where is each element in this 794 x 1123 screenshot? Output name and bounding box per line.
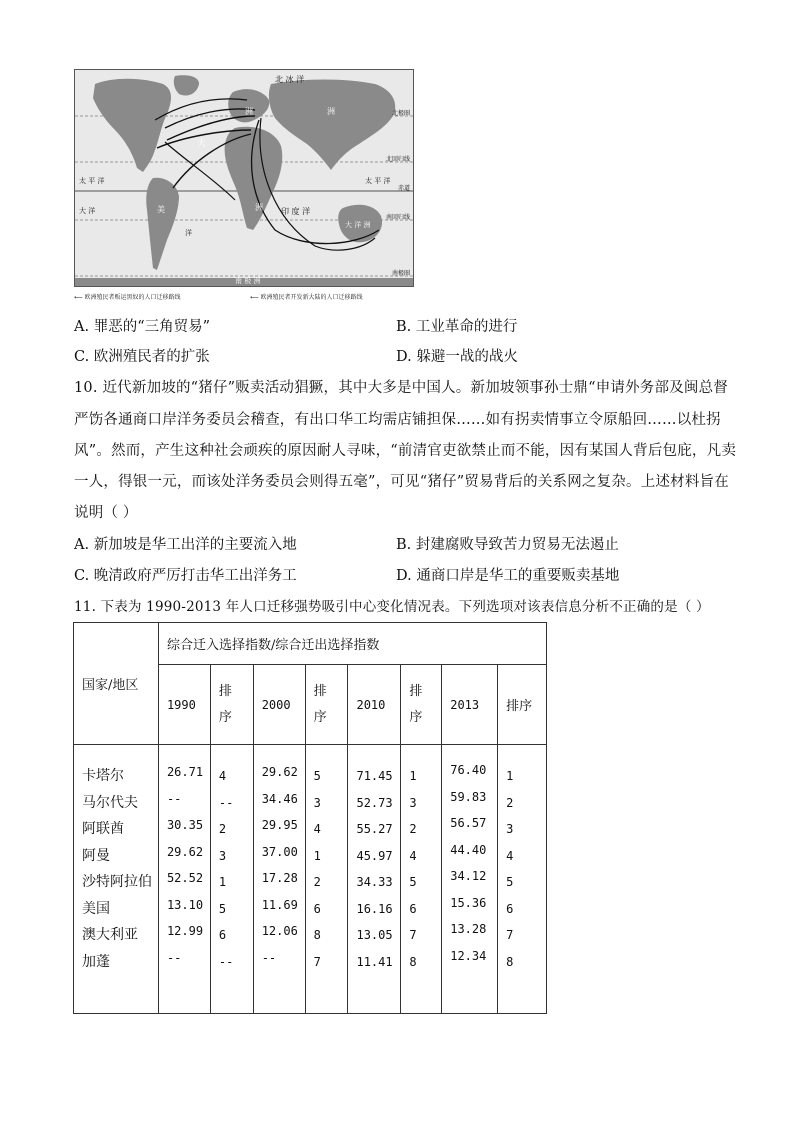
country-cell: 阿联酋 (82, 821, 124, 837)
value-1990-cell: 12.99 (166, 924, 204, 938)
map-label-atlantic: 大 (197, 139, 207, 149)
rank-2000-cell: 8 (313, 928, 321, 942)
q10-option-b: B. 封建腐败导致苦力贸易无法遏止 (396, 537, 619, 553)
q10-stem-line-3: 风”。然而，产生这种社会顽疾的原因耐人寻味，“前清官吏欲禁止而不能，因有某国人背后包庇，凡卖 (74, 443, 737, 459)
col-header-2000: 2000 (253, 665, 305, 745)
value-2000-cell: 34.46 (261, 791, 298, 806)
map-label-asia: 洲 (327, 107, 335, 116)
col-header-2010: 2010 (348, 665, 401, 745)
legend-slave-route-label: 欧洲殖民者贩运黑奴的人口迁移路线 (84, 294, 181, 301)
rank-1990-cell: 6 (218, 928, 227, 942)
value-2000-cell: 17.28 (261, 871, 298, 885)
country-cell: 加蓬 (82, 953, 110, 970)
map-label-europe: 洲 (245, 107, 253, 116)
legend-slave-route: ⟵ 欧洲殖民者贩运黑奴的人口迁移路线 (74, 294, 181, 301)
row-header-label: 国家/地区 (82, 678, 139, 693)
value-1990-cell: 29.62 (166, 844, 204, 859)
col-header-rank-2010 (401, 665, 442, 745)
value-2000-cell: 12.06 (261, 924, 298, 938)
rank-2000-cell: 3 (313, 795, 321, 810)
map-label-antarctica: 南 极 洲 (235, 277, 261, 285)
q9-option-a: A. 罪恶的“三角贸易” (74, 319, 211, 335)
rank-2000-cell: 7 (313, 954, 321, 969)
value-1990-cell: -- (166, 791, 182, 806)
map-label-ocean-west: 大 洋 (79, 207, 96, 215)
rank-2000-cell: 6 (313, 901, 321, 916)
rank-2010-cell: 5 (409, 875, 417, 889)
group-header-label: 综合迁入选择指数/综合迁出选择指数 (166, 638, 380, 653)
col-header-rank-1990 (210, 665, 253, 745)
value-1990-column (158, 745, 210, 1014)
q10-option-d: D. 通商口岸是华工的重要贩卖基地 (396, 568, 620, 584)
map-label-antarctic-circle: 南极圈 (391, 270, 410, 277)
migration-map (74, 69, 414, 287)
country-cell: 卡塔尔 (82, 768, 124, 784)
country-cell: 沙特阿拉伯 (82, 874, 152, 890)
value-2013-cell: 59.83 (450, 789, 487, 804)
country-cell: 澳大利亚 (82, 927, 138, 943)
rank-2013-cell: 5 (506, 875, 514, 889)
rank-2013-column (498, 745, 547, 1014)
world-map-graphic (75, 70, 413, 286)
rank-2010-cell: 3 (409, 795, 417, 810)
rank-2013-cell: 8 (506, 954, 514, 969)
value-1990-cell: 30.35 (166, 818, 204, 832)
country-column (74, 745, 159, 1014)
value-1990-cell: 26.71 (166, 765, 204, 779)
rank-2010-cell: 4 (409, 848, 417, 863)
q10-stem-line-5: 说明（ ） (74, 505, 138, 521)
rank-2010-cell: 8 (409, 954, 417, 969)
rank-2000-cell: 5 (313, 769, 321, 783)
map-label-oceania: 大 洋 洲 (345, 221, 371, 229)
rank-2010-cell: 1 (409, 769, 417, 783)
map-label-africa: 洲 (255, 203, 263, 212)
map-label-pacific-right: 太 平 洋 (365, 177, 391, 185)
value-2013-cell: 15.36 (450, 895, 487, 910)
table-group-header (158, 623, 546, 665)
col-header-1990: 1990 (158, 665, 210, 745)
map-label-america-south: 美 (157, 205, 165, 214)
rank-2000-cell: 2 (313, 875, 321, 889)
rank-1990-column (210, 745, 253, 1014)
value-2010-cell: 11.41 (356, 954, 393, 969)
rank-2013-cell: 4 (506, 848, 514, 863)
rank-2000-cell: 1 (313, 848, 321, 863)
rank-2013-cell: 2 (506, 795, 514, 810)
legend-colonist-route: ⟵ 欧洲殖民者开发新大陆的人口迁移路线 (250, 294, 363, 301)
map-label-tropic-cancer: 北回归线 (385, 156, 410, 163)
value-2010-column (348, 745, 401, 1014)
value-2010-cell: 45.97 (356, 848, 393, 863)
q10-option-c: C. 晚清政府严厉打击华工出洋务工 (74, 568, 297, 584)
value-2013-cell: 13.28 (450, 922, 487, 936)
value-2010-cell: 52.73 (356, 795, 393, 810)
q10-stem-line-4: 一人，得银一元，而该处洋务委员会则得五毫”，可见“猪仔”贸易背后的关系网之复杂。上述材料旨在 (74, 474, 729, 490)
value-2013-cell: 76.40 (450, 763, 487, 777)
value-2000-cell: 29.62 (261, 765, 298, 779)
legend-colonist-route-label: 欧洲殖民者开发新大陆的人口迁移路线 (260, 294, 363, 301)
rank-2010-column (401, 745, 442, 1014)
col-header-rank-2010-label: 排序 (409, 683, 423, 725)
rank-1990-cell: 2 (218, 822, 227, 836)
table-body-row (74, 745, 547, 1014)
map-label-pacific-left: 太 平 洋 (79, 177, 105, 185)
value-2010-cell: 34.33 (356, 875, 393, 889)
rank-2010-cell: 6 (409, 901, 417, 916)
col-header-rank-2000 (305, 665, 348, 745)
rank-2000-column (305, 745, 348, 1014)
q10-stem-line-2: 严饬各通商口岸洋务委员会稽查，有出口华工均需店铺担保……如有拐卖情事立令原船回……以杜拐 (74, 412, 721, 428)
col-header-rank-2013: 排序 (498, 665, 547, 745)
value-2010-cell: 55.27 (356, 822, 393, 836)
rank-2013-cell: 3 (506, 822, 514, 836)
col-header-2013: 2013 (442, 665, 498, 745)
q9-option-d: D. 躲避一战的战火 (396, 349, 518, 365)
value-2010-cell: 71.45 (356, 769, 393, 783)
rank-2010-cell: 2 (409, 822, 417, 836)
rank-2013-cell: 6 (506, 901, 514, 916)
value-2000-cell: 11.69 (261, 897, 298, 912)
map-label-arctic-circle: 北极圈 (391, 110, 410, 117)
q10-option-a: A. 新加坡是华工出洋的主要流入地 (74, 537, 297, 553)
value-2000-cell: 37.00 (261, 844, 298, 859)
value-2013-cell: 34.12 (450, 869, 487, 883)
country-cell: 阿曼 (82, 847, 110, 864)
rank-1990-cell: 5 (218, 901, 227, 916)
rank-2010-cell: 7 (409, 928, 417, 942)
value-2010-cell: 13.05 (356, 928, 393, 942)
map-label-tropic-capricorn: 南回归线 (385, 214, 410, 221)
rank-2013-cell: 7 (506, 928, 514, 942)
rank-1990-cell: 1 (218, 875, 227, 889)
value-2013-column (442, 745, 498, 1014)
value-1990-cell: -- (166, 950, 182, 965)
rank-2013-cell: 1 (506, 769, 514, 783)
map-label-equator: 赤道 (397, 185, 410, 192)
country-cell: 美国 (82, 900, 110, 917)
q10-stem-line-1: 10. 近代新加坡的“猪仔”贩卖活动猖獗，其中大多是中国人。新加坡领事孙士鼎“申请外务部及闽总督 (74, 380, 729, 396)
map-label-arctic: 北 冰 洋 (275, 75, 305, 84)
value-1990-cell: 13.10 (166, 897, 204, 912)
map-label-indian-ocean: 印 度 洋 (281, 207, 311, 216)
value-2000-cell: 29.95 (261, 818, 298, 832)
rank-2000-cell: 4 (313, 822, 321, 836)
q9-option-c: C. 欧洲殖民者的扩张 (74, 349, 210, 365)
country-cell: 马尔代夫 (82, 794, 138, 811)
value-2013-cell: 44.40 (450, 842, 487, 857)
table-row-header (74, 623, 159, 745)
map-label-ocean-south: 洋 (185, 229, 192, 237)
rank-1990-cell: -- (218, 795, 234, 810)
rank-1990-cell: 4 (218, 769, 227, 783)
q11-stem: 11. 下表为 1990-2013 年人口迁移强势吸引中心变化情况表。下列选项对该表信息分析不正确的是（ ） (74, 599, 710, 615)
col-header-rank-1990-label: 排序 (218, 683, 232, 725)
value-1990-cell: 52.52 (166, 871, 204, 885)
value-2000-cell: -- (261, 950, 277, 965)
q9-option-b: B. 工业革命的进行 (396, 319, 518, 335)
value-2013-cell: 56.57 (450, 816, 487, 830)
rank-1990-cell: -- (218, 954, 234, 969)
migration-table (73, 622, 547, 1014)
value-2000-column (253, 745, 305, 1014)
value-2010-cell: 16.16 (356, 901, 393, 916)
value-2013-cell: 12.34 (450, 948, 487, 963)
col-header-rank-2000-label: 排序 (313, 683, 327, 725)
rank-1990-cell: 3 (218, 848, 227, 863)
